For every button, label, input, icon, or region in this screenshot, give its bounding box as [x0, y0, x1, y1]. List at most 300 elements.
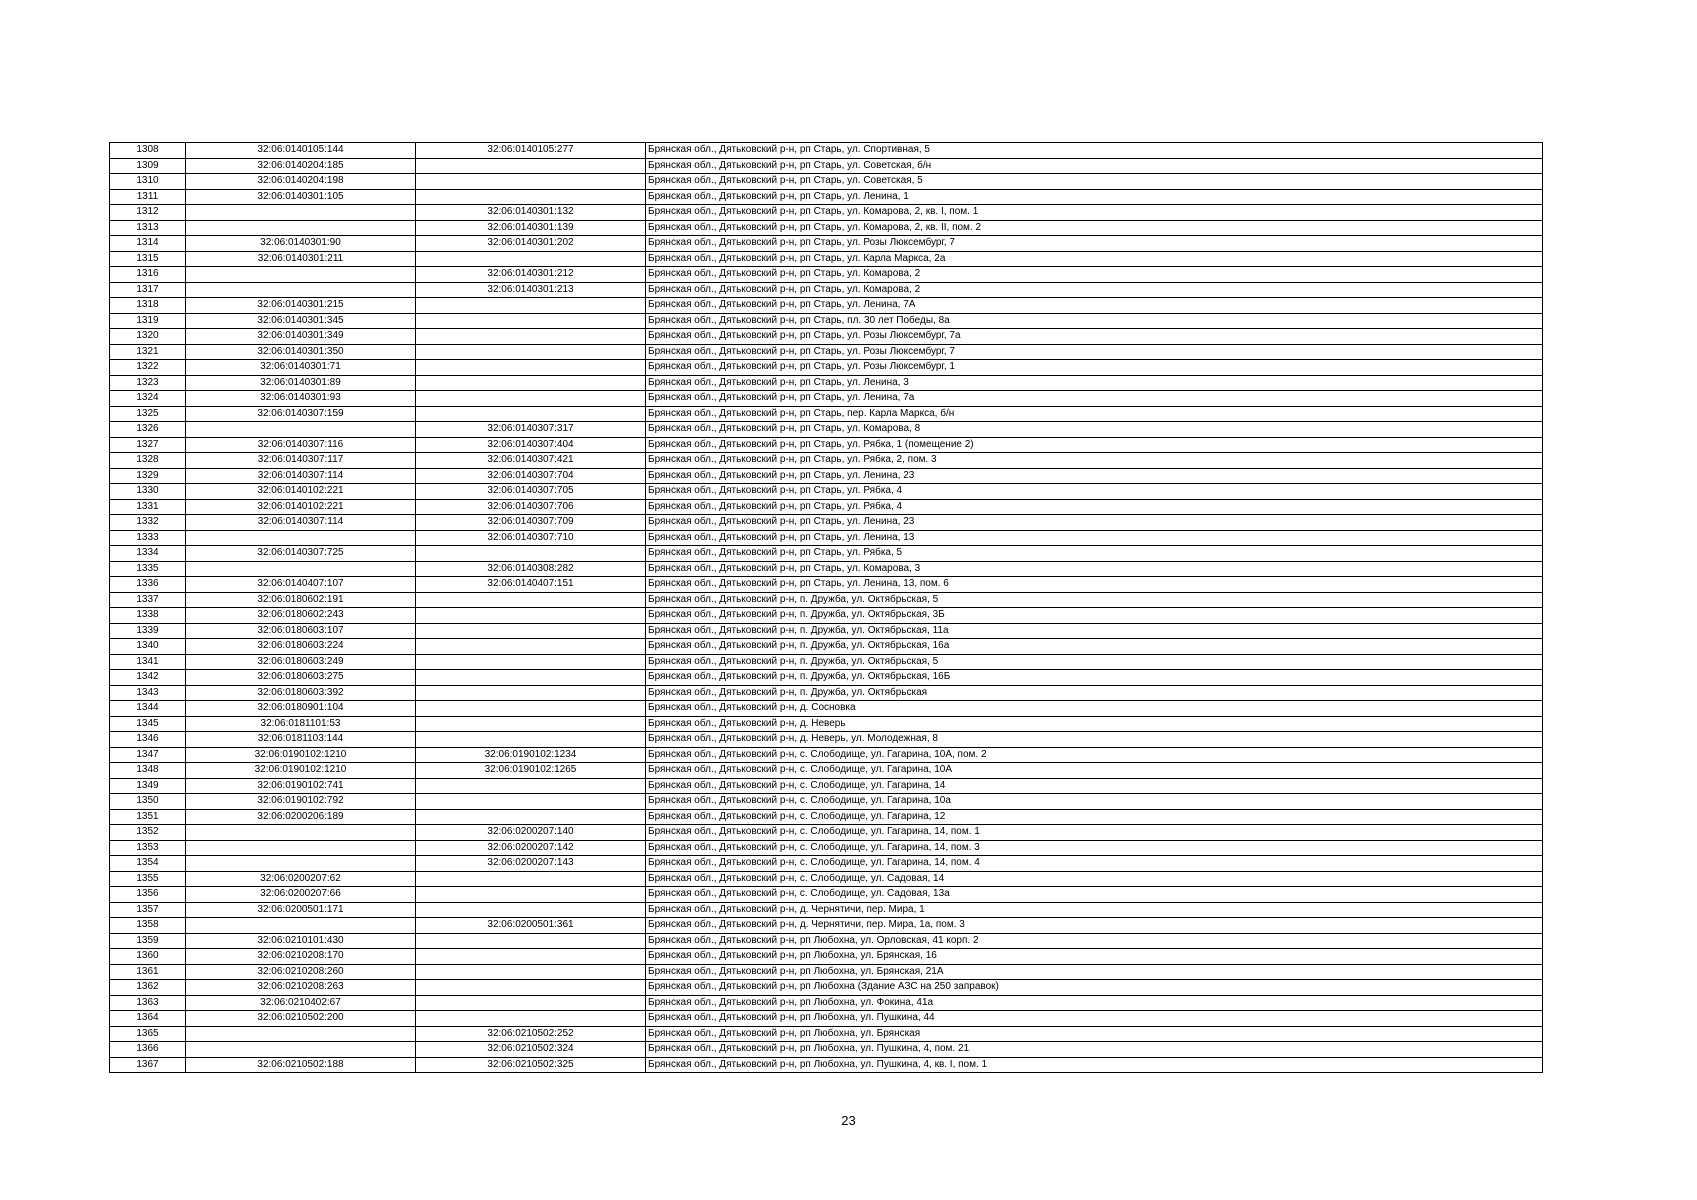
- premises-cadastral-number-cell: [416, 995, 646, 1011]
- row-number-cell: 1331: [110, 499, 186, 515]
- table-row: [110, 763, 1543, 779]
- cadastral-number-cell: 32:06:0180602:243: [186, 608, 416, 624]
- row-number-cell: 1336: [110, 577, 186, 593]
- address-cell: Брянская обл., Дятьковский р-н, с. Слободище, ул. Гагарина, 10А, пом. 2: [646, 747, 1543, 763]
- premises-cadastral-number-cell: [416, 406, 646, 422]
- row-number-cell: 1338: [110, 608, 186, 624]
- table-row: [110, 871, 1543, 887]
- table-row: [110, 654, 1543, 670]
- row-number-cell: 1313: [110, 220, 186, 236]
- table-row: [110, 174, 1543, 190]
- address-cell: Брянская обл., Дятьковский р-н, рп Старь, пер. Карла Маркса, б/н: [646, 406, 1543, 422]
- premises-cadastral-number-cell: 32:06:0140301:212: [416, 267, 646, 283]
- cadastral-number-cell: [186, 825, 416, 841]
- premises-cadastral-number-cell: 32:06:0140301:132: [416, 205, 646, 221]
- cadastral-number-cell: 32:06:0210101:430: [186, 933, 416, 949]
- table-row: [110, 267, 1543, 283]
- cadastral-number-cell: 32:06:0210208:263: [186, 980, 416, 996]
- row-number-cell: 1308: [110, 143, 186, 159]
- table-row: [110, 220, 1543, 236]
- cadastral-number-cell: [186, 530, 416, 546]
- premises-cadastral-number-cell: [416, 887, 646, 903]
- cadastral-number-cell: 32:06:0180603:107: [186, 623, 416, 639]
- row-number-cell: 1365: [110, 1026, 186, 1042]
- table-row: [110, 282, 1543, 298]
- premises-cadastral-number-cell: 32:06:0140301:139: [416, 220, 646, 236]
- address-cell: Брянская обл., Дятьковский р-н, рп Любохна, ул. Брянская, 16: [646, 949, 1543, 965]
- cadastral-number-cell: [186, 856, 416, 872]
- table-row: [110, 949, 1543, 965]
- cadastral-number-cell: [186, 840, 416, 856]
- cadastral-number-cell: 32:06:0180603:224: [186, 639, 416, 655]
- address-cell: Брянская обл., Дятьковский р-н, д. Неверь, ул. Молодежная, 8: [646, 732, 1543, 748]
- row-number-cell: 1319: [110, 313, 186, 329]
- table-row: [110, 530, 1543, 546]
- row-number-cell: 1333: [110, 530, 186, 546]
- premises-cadastral-number-cell: [416, 344, 646, 360]
- cadastral-number-cell: 32:06:0190102:1210: [186, 763, 416, 779]
- address-cell: Брянская обл., Дятьковский р-н, рп Старь, ул. Розы Люксембург, 7а: [646, 329, 1543, 345]
- address-cell: Брянская обл., Дятьковский р-н, рп Любохна, ул. Брянская: [646, 1026, 1543, 1042]
- address-cell: Брянская обл., Дятьковский р-н, с. Слободище, ул. Садовая, 14: [646, 871, 1543, 887]
- cadastral-number-cell: 32:06:0140307:114: [186, 515, 416, 531]
- cadastral-number-cell: 32:06:0140307:116: [186, 437, 416, 453]
- cadastral-number-cell: 32:06:0210208:260: [186, 964, 416, 980]
- premises-cadastral-number-cell: [416, 964, 646, 980]
- cadastral-number-cell: 32:06:0190102:741: [186, 778, 416, 794]
- row-number-cell: 1310: [110, 174, 186, 190]
- table-row: [110, 344, 1543, 360]
- table-row: [110, 406, 1543, 422]
- row-number-cell: 1364: [110, 1011, 186, 1027]
- address-cell: Брянская обл., Дятьковский р-н, рп Старь, ул. Рябка, 4: [646, 499, 1543, 515]
- address-cell: Брянская обл., Дятьковский р-н, с. Слободище, ул. Гагарина, 10а: [646, 794, 1543, 810]
- table-row: [110, 778, 1543, 794]
- page-number: 23: [841, 1113, 856, 1128]
- table-row: [110, 887, 1543, 903]
- row-number-cell: 1320: [110, 329, 186, 345]
- cadastral-number-cell: 32:06:0140307:117: [186, 453, 416, 469]
- cadastral-number-cell: 32:06:0210502:200: [186, 1011, 416, 1027]
- address-cell: Брянская обл., Дятьковский р-н, рп Старь, ул. Рябка, 1 (помещение 2): [646, 437, 1543, 453]
- table-row: [110, 995, 1543, 1011]
- table-row: [110, 964, 1543, 980]
- premises-cadastral-number-cell: [416, 375, 646, 391]
- address-cell: Брянская обл., Дятьковский р-н, рп Любохна, ул. Орловская, 41 корп. 2: [646, 933, 1543, 949]
- address-cell: Брянская обл., Дятьковский р-н, рп Любохна, ул. Пушкина, 4, кв. I, пом. 1: [646, 1057, 1543, 1073]
- address-cell: Брянская обл., Дятьковский р-н, с. Слободище, ул. Садовая, 13а: [646, 887, 1543, 903]
- table-row: [110, 499, 1543, 515]
- address-cell: Брянская обл., Дятьковский р-н, с. Слободище, ул. Гагарина, 14: [646, 778, 1543, 794]
- premises-cadastral-number-cell: [416, 360, 646, 376]
- premises-cadastral-number-cell: [416, 794, 646, 810]
- premises-cadastral-number-cell: 32:06:0200207:140: [416, 825, 646, 841]
- address-cell: Брянская обл., Дятьковский р-н, с. Слободище, ул. Гагарина, 14, пом. 1: [646, 825, 1543, 841]
- cadastral-number-cell: 32:06:0200206:189: [186, 809, 416, 825]
- row-number-cell: 1327: [110, 437, 186, 453]
- address-cell: Брянская обл., Дятьковский р-н, рп Старь, ул. Советская, 5: [646, 174, 1543, 190]
- address-cell: Брянская обл., Дятьковский р-н, рп Старь, ул. Розы Люксембург, 1: [646, 360, 1543, 376]
- address-cell: Брянская обл., Дятьковский р-н, п. Дружба, ул. Октябрьская, 16а: [646, 639, 1543, 655]
- table-row: [110, 251, 1543, 267]
- table-row: [110, 236, 1543, 252]
- row-number-cell: 1318: [110, 298, 186, 314]
- address-cell: Брянская обл., Дятьковский р-н, рп Старь, пл. 30 лет Победы, 8а: [646, 313, 1543, 329]
- row-number-cell: 1353: [110, 840, 186, 856]
- cadastral-number-cell: [186, 422, 416, 438]
- row-number-cell: 1329: [110, 468, 186, 484]
- address-cell: Брянская обл., Дятьковский р-н, рп Старь, ул. Спортивная, 5: [646, 143, 1543, 159]
- cadastral-number-cell: 32:06:0140307:725: [186, 546, 416, 562]
- table-row: [110, 608, 1543, 624]
- premises-cadastral-number-cell: [416, 608, 646, 624]
- address-cell: Брянская обл., Дятьковский р-н, рп Любохна, ул. Брянская, 21А: [646, 964, 1543, 980]
- address-cell: Брянская обл., Дятьковский р-н, д. Неверь: [646, 716, 1543, 732]
- row-number-cell: 1358: [110, 918, 186, 934]
- address-cell: Брянская обл., Дятьковский р-н, рп Старь, ул. Рябка, 4: [646, 484, 1543, 500]
- table-row: [110, 1026, 1543, 1042]
- table-row: [110, 670, 1543, 686]
- row-number-cell: 1345: [110, 716, 186, 732]
- row-number-cell: 1361: [110, 964, 186, 980]
- cadastral-number-cell: 32:06:0181103:144: [186, 732, 416, 748]
- row-number-cell: 1311: [110, 189, 186, 205]
- address-cell: Брянская обл., Дятьковский р-н, с. Слободище, ул. Гагарина, 10А: [646, 763, 1543, 779]
- table-row: [110, 592, 1543, 608]
- premises-cadastral-number-cell: 32:06:0140308:282: [416, 561, 646, 577]
- row-number-cell: 1314: [110, 236, 186, 252]
- row-number-cell: 1324: [110, 391, 186, 407]
- cadastral-number-cell: [186, 205, 416, 221]
- address-cell: Брянская обл., Дятьковский р-н, рп Любохна, ул. Фокина, 41а: [646, 995, 1543, 1011]
- cadastral-number-cell: 32:06:0140301:345: [186, 313, 416, 329]
- premises-cadastral-number-cell: 32:06:0140301:213: [416, 282, 646, 298]
- premises-cadastral-number-cell: [416, 251, 646, 267]
- address-cell: Брянская обл., Дятьковский р-н, п. Дружба, ул. Октябрьская, 11а: [646, 623, 1543, 639]
- table-row: [110, 205, 1543, 221]
- premises-cadastral-number-cell: [416, 1011, 646, 1027]
- address-cell: Брянская обл., Дятьковский р-н, д. Сосновка: [646, 701, 1543, 717]
- table-row: [110, 158, 1543, 174]
- cadastral-number-cell: 32:06:0140301:350: [186, 344, 416, 360]
- table-row: [110, 918, 1543, 934]
- cadastral-number-cell: 32:06:0140204:185: [186, 158, 416, 174]
- premises-cadastral-number-cell: [416, 174, 646, 190]
- address-cell: Брянская обл., Дятьковский р-н, п. Дружба, ул. Октябрьская, 5: [646, 592, 1543, 608]
- table-row: [110, 143, 1543, 159]
- cadastral-number-cell: 32:06:0200501:171: [186, 902, 416, 918]
- cadastral-number-cell: 32:06:0140301:215: [186, 298, 416, 314]
- address-cell: Брянская обл., Дятьковский р-н, с. Слободище, ул. Гагарина, 14, пом. 3: [646, 840, 1543, 856]
- table-row: [110, 189, 1543, 205]
- row-number-cell: 1357: [110, 902, 186, 918]
- table-row: [110, 1042, 1543, 1058]
- table-row: [110, 313, 1543, 329]
- premises-cadastral-number-cell: [416, 685, 646, 701]
- address-cell: Брянская обл., Дятьковский р-н, рп Старь, ул. Рябка, 2, пом. 3: [646, 453, 1543, 469]
- row-number-cell: 1355: [110, 871, 186, 887]
- row-number-cell: 1323: [110, 375, 186, 391]
- table-row: [110, 825, 1543, 841]
- cadastral-number-cell: 32:06:0140307:114: [186, 468, 416, 484]
- row-number-cell: 1337: [110, 592, 186, 608]
- table-row: [110, 747, 1543, 763]
- address-cell: Брянская обл., Дятьковский р-н, рп Старь, ул. Ленина, 13: [646, 530, 1543, 546]
- row-number-cell: 1340: [110, 639, 186, 655]
- row-number-cell: 1325: [110, 406, 186, 422]
- row-number-cell: 1366: [110, 1042, 186, 1058]
- table-row: [110, 639, 1543, 655]
- table-row: [110, 437, 1543, 453]
- row-number-cell: 1348: [110, 763, 186, 779]
- address-cell: Брянская обл., Дятьковский р-н, рп Старь, ул. Ленина, 7а: [646, 391, 1543, 407]
- premises-cadastral-number-cell: 32:06:0140307:710: [416, 530, 646, 546]
- table-row: [110, 809, 1543, 825]
- premises-cadastral-number-cell: 32:06:0140307:709: [416, 515, 646, 531]
- cadastral-number-cell: 32:06:0180602:191: [186, 592, 416, 608]
- premises-cadastral-number-cell: 32:06:0140307:706: [416, 499, 646, 515]
- premises-cadastral-number-cell: [416, 670, 646, 686]
- table-row: [110, 391, 1543, 407]
- table-row: [110, 856, 1543, 872]
- cadastral-number-cell: 32:06:0140301:71: [186, 360, 416, 376]
- address-cell: Брянская обл., Дятьковский р-н, с. Слободище, ул. Гагарина, 12: [646, 809, 1543, 825]
- table-row: [110, 1011, 1543, 1027]
- row-number-cell: 1309: [110, 158, 186, 174]
- table-row: [110, 360, 1543, 376]
- cadastral-number-cell: 32:06:0140301:90: [186, 236, 416, 252]
- premises-cadastral-number-cell: [416, 313, 646, 329]
- table-row: [110, 577, 1543, 593]
- premises-cadastral-number-cell: 32:06:0190102:1265: [416, 763, 646, 779]
- cadastral-number-cell: [186, 561, 416, 577]
- address-cell: Брянская обл., Дятьковский р-н, рп Старь, ул. Ленина, 23: [646, 468, 1543, 484]
- row-number-cell: 1349: [110, 778, 186, 794]
- table-row: [110, 840, 1543, 856]
- address-cell: Брянская обл., Дятьковский р-н, п. Дружба, ул. Октябрьская, 5: [646, 654, 1543, 670]
- premises-cadastral-number-cell: [416, 329, 646, 345]
- address-cell: Брянская обл., Дятьковский р-н, рп Старь, ул. Розы Люксембург, 7: [646, 344, 1543, 360]
- address-cell: Брянская обл., Дятьковский р-н, с. Слободище, ул. Гагарина, 14, пом. 4: [646, 856, 1543, 872]
- cadastral-number-cell: 32:06:0140301:89: [186, 375, 416, 391]
- row-number-cell: 1335: [110, 561, 186, 577]
- address-cell: Брянская обл., Дятьковский р-н, рп Старь, ул. Розы Люксембург, 7: [646, 236, 1543, 252]
- address-cell: Брянская обл., Дятьковский р-н, рп Старь, ул. Ленина, 7А: [646, 298, 1543, 314]
- row-number-cell: 1339: [110, 623, 186, 639]
- table-row: [110, 484, 1543, 500]
- cadastral-number-cell: 32:06:0140204:198: [186, 174, 416, 190]
- premises-cadastral-number-cell: [416, 158, 646, 174]
- premises-cadastral-number-cell: 32:06:0200207:142: [416, 840, 646, 856]
- table-row: [110, 453, 1543, 469]
- cadastral-number-cell: 32:06:0140105:144: [186, 143, 416, 159]
- table-row: [110, 546, 1543, 562]
- cadastral-number-cell: 32:06:0140102:221: [186, 499, 416, 515]
- cadastral-number-cell: 32:06:0200207:66: [186, 887, 416, 903]
- premises-cadastral-number-cell: [416, 732, 646, 748]
- row-number-cell: 1347: [110, 747, 186, 763]
- cadastral-number-cell: [186, 1042, 416, 1058]
- table-row: [110, 1057, 1543, 1073]
- table-row: [110, 794, 1543, 810]
- premises-cadastral-number-cell: 32:06:0140307:404: [416, 437, 646, 453]
- row-number-cell: 1363: [110, 995, 186, 1011]
- premises-cadastral-number-cell: 32:06:0140105:277: [416, 143, 646, 159]
- premises-cadastral-number-cell: 32:06:0210502:325: [416, 1057, 646, 1073]
- row-number-cell: 1342: [110, 670, 186, 686]
- cadastral-number-cell: [186, 220, 416, 236]
- cadastral-number-cell: [186, 282, 416, 298]
- row-number-cell: 1326: [110, 422, 186, 438]
- address-cell: Брянская обл., Дятьковский р-н, рп Старь, ул. Комарова, 2: [646, 282, 1543, 298]
- cadastral-number-cell: [186, 1026, 416, 1042]
- table-row: [110, 902, 1543, 918]
- table-row: [110, 561, 1543, 577]
- row-number-cell: 1343: [110, 685, 186, 701]
- premises-cadastral-number-cell: [416, 778, 646, 794]
- table-row: [110, 422, 1543, 438]
- address-cell: Брянская обл., Дятьковский р-н, рп Старь, ул. Ленина, 13, пом. 6: [646, 577, 1543, 593]
- address-cell: Брянская обл., Дятьковский р-н, рп Старь, ул. Ленина, 3: [646, 375, 1543, 391]
- row-number-cell: 1350: [110, 794, 186, 810]
- address-cell: Брянская обл., Дятьковский р-н, п. Дружба, ул. Октябрьская, 3Б: [646, 608, 1543, 624]
- cadastral-number-cell: 32:06:0180603:249: [186, 654, 416, 670]
- cadastral-number-cell: 32:06:0210208:170: [186, 949, 416, 965]
- address-cell: Брянская обл., Дятьковский р-н, рп Старь, ул. Советская, б/н: [646, 158, 1543, 174]
- premises-cadastral-number-cell: [416, 902, 646, 918]
- cadastral-number-cell: 32:06:0140301:349: [186, 329, 416, 345]
- premises-cadastral-number-cell: 32:06:0190102:1234: [416, 747, 646, 763]
- cadastral-number-cell: 32:06:0210402:67: [186, 995, 416, 1011]
- row-number-cell: 1354: [110, 856, 186, 872]
- address-cell: Брянская обл., Дятьковский р-н, рп Любохна (Здание АЗС на 250 заправок): [646, 980, 1543, 996]
- premises-cadastral-number-cell: 32:06:0140307:317: [416, 422, 646, 438]
- address-cell: Брянская обл., Дятьковский р-н, рп Старь, ул. Комарова, 8: [646, 422, 1543, 438]
- row-number-cell: 1359: [110, 933, 186, 949]
- address-cell: Брянская обл., Дятьковский р-н, рп Старь, ул. Комарова, 3: [646, 561, 1543, 577]
- cadastral-number-cell: [186, 267, 416, 283]
- premises-cadastral-number-cell: [416, 592, 646, 608]
- cadastral-number-cell: 32:06:0190102:1210: [186, 747, 416, 763]
- premises-cadastral-number-cell: 32:06:0140301:202: [416, 236, 646, 252]
- premises-cadastral-number-cell: [416, 639, 646, 655]
- premises-cadastral-number-cell: 32:06:0200207:143: [416, 856, 646, 872]
- premises-cadastral-number-cell: 32:06:0140307:421: [416, 453, 646, 469]
- row-number-cell: 1312: [110, 205, 186, 221]
- cadastral-number-cell: [186, 918, 416, 934]
- table-row: [110, 716, 1543, 732]
- row-number-cell: 1360: [110, 949, 186, 965]
- premises-cadastral-number-cell: 32:06:0140407:151: [416, 577, 646, 593]
- row-number-cell: 1362: [110, 980, 186, 996]
- table-row: [110, 375, 1543, 391]
- row-number-cell: 1352: [110, 825, 186, 841]
- table-row: [110, 515, 1543, 531]
- cadastral-number-cell: 32:06:0140307:159: [186, 406, 416, 422]
- cadastral-number-cell: 32:06:0181101:53: [186, 716, 416, 732]
- address-cell: Брянская обл., Дятьковский р-н, рп Любохна, ул. Пушкина, 4, пом. 21: [646, 1042, 1543, 1058]
- register-table-body: [110, 143, 1543, 1073]
- address-cell: Брянская обл., Дятьковский р-н, рп Любохна, ул. Пушкина, 44: [646, 1011, 1543, 1027]
- table-row: [110, 329, 1543, 345]
- premises-cadastral-number-cell: [416, 701, 646, 717]
- cadastral-number-cell: 32:06:0140102:221: [186, 484, 416, 500]
- row-number-cell: 1341: [110, 654, 186, 670]
- table-row: [110, 468, 1543, 484]
- table-row: [110, 298, 1543, 314]
- row-number-cell: 1367: [110, 1057, 186, 1073]
- cadastral-number-cell: 32:06:0180603:392: [186, 685, 416, 701]
- table-row: [110, 980, 1543, 996]
- premises-cadastral-number-cell: [416, 871, 646, 887]
- address-cell: Брянская обл., Дятьковский р-н, рп Старь, ул. Карла Маркса, 2а: [646, 251, 1543, 267]
- premises-cadastral-number-cell: [416, 809, 646, 825]
- row-number-cell: 1322: [110, 360, 186, 376]
- premises-cadastral-number-cell: [416, 298, 646, 314]
- row-number-cell: 1356: [110, 887, 186, 903]
- premises-cadastral-number-cell: [416, 546, 646, 562]
- premises-cadastral-number-cell: [416, 391, 646, 407]
- row-number-cell: 1332: [110, 515, 186, 531]
- row-number-cell: 1330: [110, 484, 186, 500]
- address-cell: Брянская обл., Дятьковский р-н, п. Дружба, ул. Октябрьская: [646, 685, 1543, 701]
- row-number-cell: 1316: [110, 267, 186, 283]
- cadastral-number-cell: 32:06:0180603:275: [186, 670, 416, 686]
- premises-cadastral-number-cell: [416, 654, 646, 670]
- cadastral-number-cell: 32:06:0140301:93: [186, 391, 416, 407]
- address-cell: Брянская обл., Дятьковский р-н, рп Старь, ул. Комарова, 2: [646, 267, 1543, 283]
- cadastral-number-cell: 32:06:0140407:107: [186, 577, 416, 593]
- row-number-cell: 1317: [110, 282, 186, 298]
- address-cell: Брянская обл., Дятьковский р-н, рп Старь, ул. Ленина, 23: [646, 515, 1543, 531]
- cadastral-number-cell: 32:06:0200207:62: [186, 871, 416, 887]
- premises-cadastral-number-cell: [416, 623, 646, 639]
- row-number-cell: 1334: [110, 546, 186, 562]
- premises-cadastral-number-cell: [416, 189, 646, 205]
- row-number-cell: 1328: [110, 453, 186, 469]
- property-register-table: [109, 142, 1543, 1073]
- cadastral-number-cell: 32:06:0190102:792: [186, 794, 416, 810]
- table-row: [110, 701, 1543, 717]
- row-number-cell: 1351: [110, 809, 186, 825]
- address-cell: Брянская обл., Дятьковский р-н, рп Старь, ул. Ленина, 1: [646, 189, 1543, 205]
- premises-cadastral-number-cell: [416, 716, 646, 732]
- premises-cadastral-number-cell: 32:06:0210502:324: [416, 1042, 646, 1058]
- premises-cadastral-number-cell: [416, 980, 646, 996]
- row-number-cell: 1315: [110, 251, 186, 267]
- cadastral-number-cell: 32:06:0210502:188: [186, 1057, 416, 1073]
- premises-cadastral-number-cell: 32:06:0200501:361: [416, 918, 646, 934]
- cadastral-number-cell: 32:06:0140301:211: [186, 251, 416, 267]
- premises-cadastral-number-cell: 32:06:0140307:705: [416, 484, 646, 500]
- address-cell: Брянская обл., Дятьковский р-н, рп Старь, ул. Комарова, 2, кв. I, пом. 1: [646, 205, 1543, 221]
- address-cell: Брянская обл., Дятьковский р-н, рп Старь, ул. Рябка, 5: [646, 546, 1543, 562]
- address-cell: Брянская обл., Дятьковский р-н, д. Чернятичи, пер. Мира, 1: [646, 902, 1543, 918]
- address-cell: Брянская обл., Дятьковский р-н, рп Старь, ул. Комарова, 2, кв. II, пом. 2: [646, 220, 1543, 236]
- address-cell: Брянская обл., Дятьковский р-н, п. Дружба, ул. Октябрьская, 16Б: [646, 670, 1543, 686]
- table-row: [110, 623, 1543, 639]
- table-row: [110, 685, 1543, 701]
- premises-cadastral-number-cell: [416, 949, 646, 965]
- premises-cadastral-number-cell: 32:06:0210502:252: [416, 1026, 646, 1042]
- cadastral-number-cell: 32:06:0140301:105: [186, 189, 416, 205]
- row-number-cell: 1321: [110, 344, 186, 360]
- table-row: [110, 732, 1543, 748]
- row-number-cell: 1344: [110, 701, 186, 717]
- address-cell: Брянская обл., Дятьковский р-н, д. Чернятичи, пер. Мира, 1а, пом. 3: [646, 918, 1543, 934]
- premises-cadastral-number-cell: [416, 933, 646, 949]
- row-number-cell: 1346: [110, 732, 186, 748]
